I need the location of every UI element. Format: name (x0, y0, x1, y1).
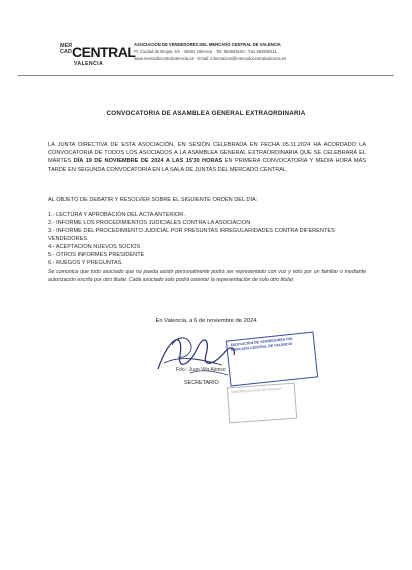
agenda-item: 6.- RUEGOS Y PREGUNTAS. (48, 260, 123, 266)
agenda-list (48, 211, 366, 267)
signing-date: En Valencia, a 6 de noviembre de 2024 (155, 318, 257, 324)
organization-name: ASOCIACION DE VENDEDORES DEL MERCADO CENTRAL DE VALENCIA (134, 42, 281, 47)
web-email-line: www.mercadocentralvalencia.es · Email: informacion@mercadocentralvalencia.es (134, 56, 287, 62)
faded-stamp-text: MERCADO CENTRAL DE VALENCIA (231, 386, 282, 395)
agenda-item: 2.- INFORME LOS PROCEDIMIENTOS JUDICIALES CONTRA LA ASOCIACION (48, 220, 251, 226)
logo-mer-text: MER CAD (60, 43, 73, 55)
mercado-central-logo (60, 40, 136, 70)
agenda-item: 1.- LECTURA Y APROBACIÓN DEL ACTA ANTERIOR. (48, 212, 185, 218)
convocation-paragraph (48, 141, 366, 174)
agenda-item: 3.- INFORME DEL PROCEDIMIENTO JUDICIAL POR PRESUNTAS IRREGULARIDADES CONTRA DIFERENTES VENDEDORES. (48, 228, 335, 242)
meeting-date-time: DÍA 19 DE NOVIEMBRE DE 2024 A LAS 15'30 HORAS (73, 158, 223, 165)
agenda-item: 5.- OTROS INFORMES PRESIDENTE (48, 252, 145, 258)
faded-stamp (227, 383, 297, 424)
logo-central-text: CENTRAL (72, 44, 136, 60)
association-stamp (226, 332, 318, 387)
document-title: CONVOCATORIA DE ASAMBLEA GENERAL EXTRAORDINARIA (106, 110, 306, 117)
agenda-item: 4.- ACEPTACION NUEVOS SOCIOS (48, 244, 141, 250)
stamp-text: ASOCIACION DE VENDEDORES DEL MERCADO CENTRAL DE VALENCIA (230, 336, 294, 353)
logo-valencia-text: VALENCIA (74, 61, 104, 67)
address-line: Pl. Ciudad de Brujas, s/n · 46001 Valencia · Tel. 963829100 · Fax 963829111 (134, 49, 277, 55)
intro-text-1: LA JUNTA DIRECTIVA DE ESTA ASOCIACIÓN, EN SESIÓN CELEBRADA EN FECHA 05.11.2024 HA ACORDADO LA CONVOCATORIA DE TODOS LOS ASOCIADOS A LA ASAMBLEA GENERAL EXTRAORDINARIA QUE SE CELEBRARÁ EL MARTES (48, 142, 366, 165)
header-divider (18, 75, 394, 76)
signer-name: Fdo.: Juan Vila Alonso (176, 367, 226, 373)
letterhead-info (134, 41, 364, 63)
agenda-intro: AL OBJETO DE DEBATIR Y RESOLVER SOBRE EL SIGUIENTE ORDEN DEL DÍA: (48, 197, 258, 203)
signer-role: SECRETARIO (184, 380, 219, 386)
intro-text-2: EN PRIMERA CONVOCATORIA Y MEDIA HORA MÁS TARDE EN SEGUNDA CONVOCATORIA EN LA SALA DE JUNTAS DEL MERCADO CENTRAL. (48, 158, 366, 173)
representation-note: Se comunica que todo asociado que no pueda asistir personalmente podrá ser representado con voz y voto por un familiar o mediante autorización escrita por otro titular. Cada asociado solo podrá ostentar la representación de solo otro titular. (48, 269, 366, 284)
